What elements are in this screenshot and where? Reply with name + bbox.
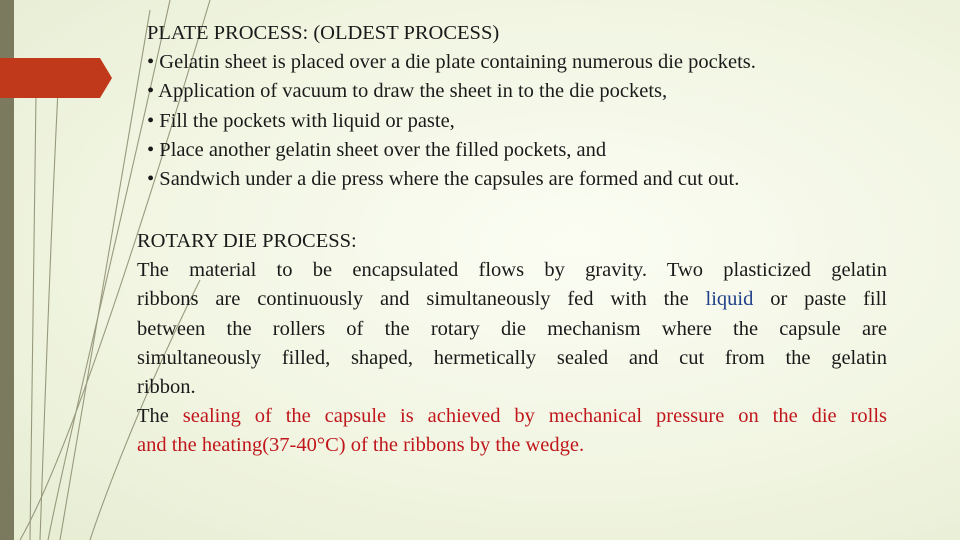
plate-bullet-3: • Fill the pockets with liquid or paste, [147,109,455,132]
plate-bullet-1: • Gelatin sheet is placed over a die plate containing numerous die pockets. [147,51,756,74]
plate-bullet-5: • Sandwich under a die press where the capsules are formed and cut out. [147,168,740,191]
rotary-line-6 [137,402,887,431]
rotary-line-2 [137,285,887,314]
rotary-line-5: ribbon. [137,376,196,399]
rotary-line-2-post: or paste fill [753,288,887,311]
rotary-die-section [137,227,887,461]
rotary-line-1: The material to be encapsulated flows by gravity. Two plasticized gelatin [137,259,887,282]
rotary-line-4: simultaneously filled, shaped, hermetically sealed and cut from the gelatin [137,346,887,369]
rotary-line-2-pre: ribbons are continuously and simultaneously fed with the [137,288,706,311]
rotary-die-heading: ROTARY DIE PROCESS: [137,230,357,252]
plate-bullet-2: • Application of vacuum to draw the sheet in to the die pockets, [147,80,668,103]
liquid-highlight: liquid [705,288,754,311]
rotary-line-6-pre: The [137,405,183,428]
sealing-highlight: sealing of the capsule is achieved by mechanical pressure on the die rolls [182,405,887,428]
plate-bullet-4: • Place another gelatin sheet over the filled pockets, and [147,138,607,161]
rotary-line-7: and the heating(37-40°C) of the ribbons by the wedge. [137,434,585,457]
plate-process-section [147,19,937,194]
rotary-line-3: between the rollers of the rotary die mechanism where the capsule are [137,317,887,340]
plate-process-heading: PLATE PROCESS: (OLDEST PROCESS) [147,22,500,44]
